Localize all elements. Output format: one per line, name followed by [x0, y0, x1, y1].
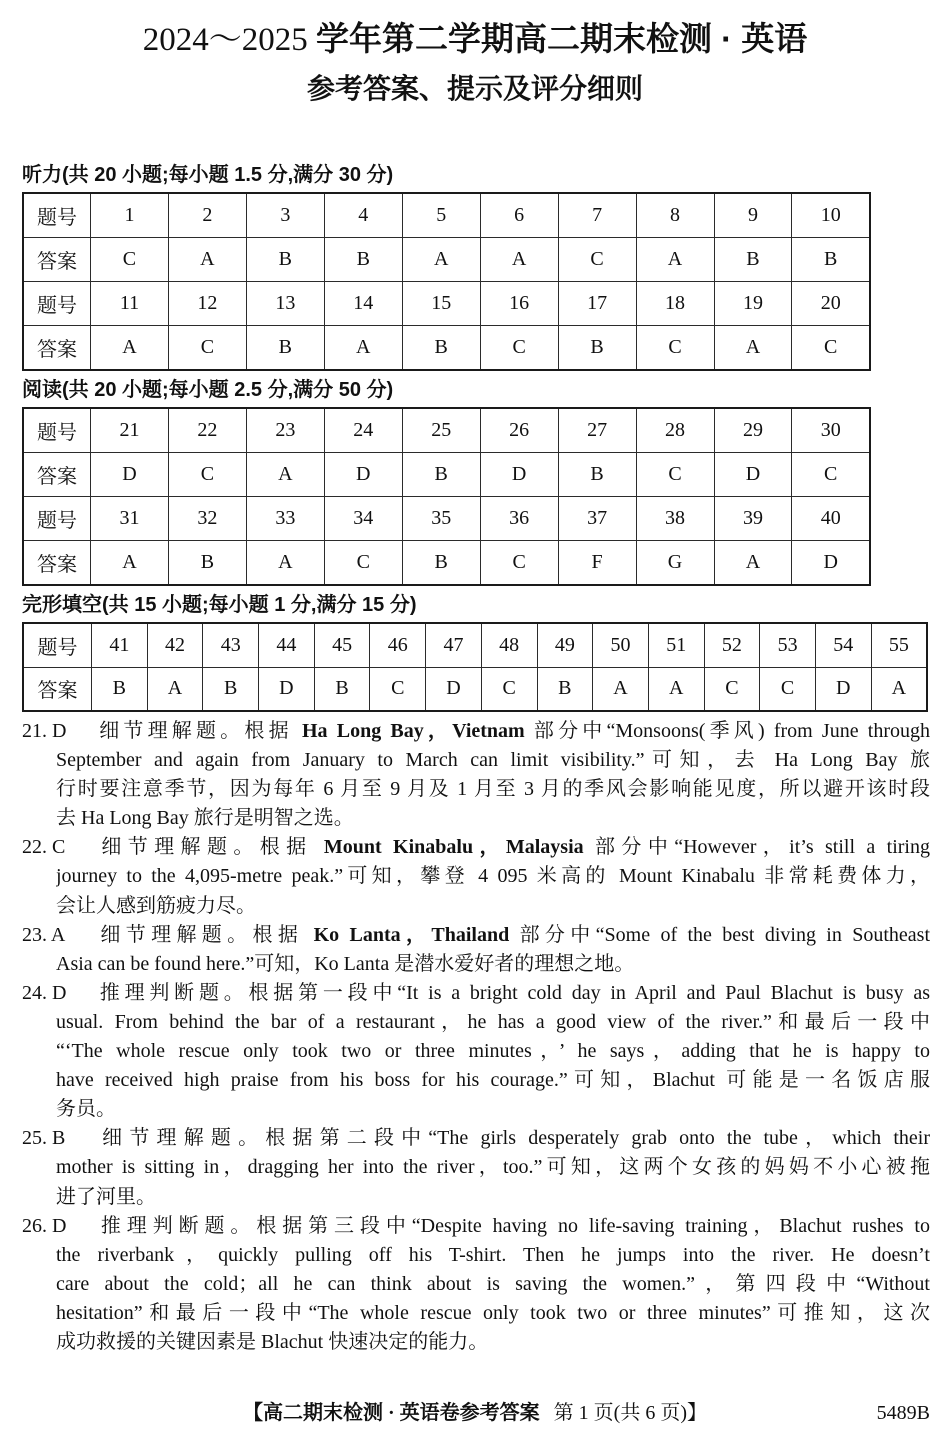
question-number-cell: 30	[792, 408, 870, 453]
answer-cell: B	[792, 238, 870, 282]
question-label	[22, 921, 95, 950]
answer-row	[23, 667, 927, 711]
explanation-item-26	[22, 1212, 930, 1357]
answer-row-label: 答案	[23, 453, 91, 497]
question-number-cell: 37	[558, 496, 636, 540]
question-number-cell: 53	[760, 623, 816, 667]
question-number-row-label: 题号	[23, 623, 92, 667]
explanation-line	[22, 1124, 930, 1153]
answer-cell: B	[537, 667, 593, 711]
answer-cell: B	[324, 238, 402, 282]
question-number-cell: 48	[481, 623, 537, 667]
question-number-cell: 27	[558, 408, 636, 453]
answer-cell: D	[324, 453, 402, 497]
question-number-cell: 24	[324, 408, 402, 453]
answer-row	[23, 238, 870, 282]
cloze-section-title: 完形填空(共 15 小题;每小题 1 分,满分 15 分)	[22, 594, 417, 616]
question-label	[22, 1124, 95, 1153]
question-number-cell: 35	[402, 496, 480, 540]
listening-answer-table	[22, 192, 871, 371]
question-number-cell: 41	[92, 623, 148, 667]
answer-row	[23, 325, 870, 370]
answer-row-label: 答案	[23, 238, 91, 282]
explanation-line: mother is sitting in，dragging her into the river，too.”可知，这两个女孩的妈妈不小心被拖	[56, 1156, 930, 1179]
question-number: 21.	[22, 720, 47, 742]
explanation-text: 部分中“However，it’s still a tiring	[583, 836, 930, 859]
title-year: 2024～2025	[142, 22, 308, 58]
question-number-cell: 6	[480, 193, 558, 238]
question-number-cell: 21	[91, 408, 169, 453]
explanation-line	[22, 833, 930, 862]
answer-cell: C	[636, 325, 714, 370]
question-number-cell: 26	[480, 408, 558, 453]
question-number-cell: 28	[636, 408, 714, 453]
answer-cell: B	[203, 667, 259, 711]
question-number-row	[23, 193, 870, 238]
question-number-row-label: 题号	[23, 496, 91, 540]
answer-cell: B	[714, 238, 792, 282]
answer-cell: C	[760, 667, 816, 711]
explanation-line: 会让人感到筋疲力尽。	[56, 894, 256, 917]
question-number-cell: 22	[168, 408, 246, 453]
question-number-cell: 9	[714, 193, 792, 238]
question-number-row-label: 题号	[23, 193, 91, 238]
question-number-cell: 54	[815, 623, 871, 667]
answer-cell: A	[714, 540, 792, 585]
question-answer: C	[52, 836, 66, 859]
explanation-text: 细节理解题。根据第二段中“The girls desperately grab onto the tube，which their	[95, 1127, 930, 1150]
question-number-cell: 50	[593, 623, 649, 667]
answer-cell: A	[324, 325, 402, 370]
answer-cell: B	[558, 325, 636, 370]
explanation-item-24	[22, 979, 930, 1124]
question-number-row	[23, 281, 870, 325]
answer-cell: D	[91, 453, 169, 497]
question-number-cell: 39	[714, 496, 792, 540]
question-number-cell: 52	[704, 623, 760, 667]
question-number-cell: 46	[370, 623, 426, 667]
answer-cell: D	[259, 667, 315, 711]
explanation-line: hesitation”和最后一段中“The whole rescue only took two or three minutes”可推知，这次	[56, 1301, 930, 1324]
explanation-item-21	[22, 717, 930, 833]
answer-cell: C	[792, 453, 870, 497]
answer-cell: G	[636, 540, 714, 585]
question-number-cell: 32	[168, 496, 246, 540]
answer-row-label: 答案	[23, 325, 91, 370]
question-number-row	[23, 408, 870, 453]
answer-cell: B	[402, 453, 480, 497]
answer-row-label: 答案	[23, 667, 92, 711]
explanation-line: journey to the 4,095-metre peak.”可知，攀登 4 095 米高的 Mount Kinabalu 非常耗费体力，	[56, 865, 930, 888]
explanation-line: “‘The whole rescue only took two or three minutes，’ he says，adding that he is happy to	[56, 1040, 930, 1063]
question-number-row-label: 题号	[23, 281, 91, 325]
explanation-line	[22, 717, 930, 746]
question-number-cell: 13	[246, 281, 324, 325]
answer-cell: C	[558, 238, 636, 282]
explanation-line: 务员。	[56, 1098, 116, 1121]
explanation-line	[22, 979, 930, 1008]
explanation-item-22	[22, 833, 930, 920]
explanation-line: care about the cold；all he can think about is saving the women.”，第四段中“Without	[56, 1272, 930, 1295]
answer-cell: D	[714, 453, 792, 497]
question-number-cell: 25	[402, 408, 480, 453]
reading-answer-table	[22, 407, 871, 586]
answer-cell: C	[480, 540, 558, 585]
answer-cell: C	[704, 667, 760, 711]
question-number-cell: 4	[324, 193, 402, 238]
passage-section-name: Mount Kinabalu，Malaysia	[323, 836, 584, 859]
footer-page-number: 第 1 页(共 6 页)】	[553, 1402, 707, 1424]
answer-cell: A	[168, 238, 246, 282]
question-number-cell: 11	[91, 281, 169, 325]
question-number-cell: 7	[558, 193, 636, 238]
answer-cell: C	[370, 667, 426, 711]
question-answer: A	[50, 923, 66, 946]
passage-section-name: Ha Long Bay，Vietnam	[301, 720, 525, 742]
answer-row-label: 答案	[23, 540, 91, 585]
explanation-line	[22, 1212, 930, 1241]
question-answer: D	[52, 981, 67, 1004]
answer-cell: C	[91, 238, 169, 282]
cloze-answer-table	[22, 622, 928, 712]
footer-label: 【高二期末检测 · 英语卷参考答案	[243, 1402, 540, 1424]
question-number-cell: 19	[714, 281, 792, 325]
explanation-text: 推理判断题。根据第三段中“Despite having no life-saving training，Blachut rushes to	[95, 1214, 930, 1237]
answer-cell: A	[246, 540, 324, 585]
question-number-cell: 47	[426, 623, 482, 667]
answer-cell: A	[480, 238, 558, 282]
answer-cell: C	[792, 325, 870, 370]
question-number-cell: 38	[636, 496, 714, 540]
answer-cell: B	[92, 667, 148, 711]
explanation-item-25	[22, 1124, 930, 1211]
answer-row	[23, 540, 870, 585]
question-label	[22, 717, 95, 746]
question-number-cell: 5	[402, 193, 480, 238]
question-number-cell: 16	[480, 281, 558, 325]
paper-code: 5489B	[876, 1402, 930, 1424]
question-answer: D	[52, 1214, 67, 1237]
question-number: 24.	[22, 981, 47, 1004]
answer-cell: B	[246, 325, 324, 370]
question-number-cell: 44	[259, 623, 315, 667]
question-number-row-label: 题号	[23, 408, 91, 453]
explanation-line: 去 Ha Long Bay 旅行是明智之选。	[56, 807, 354, 830]
answer-cell: A	[147, 667, 203, 711]
explanation-line: the riverbank，quickly pulling off his T-shirt. Then he jumps into the river. He doesn’t	[56, 1243, 930, 1266]
question-number: 26.	[22, 1214, 47, 1237]
explanation-line: have received high praise from his boss for his courage.”可知，Blachut 可能是一名饭店服	[56, 1069, 930, 1092]
explanation-text: 推理判断题。根据第一段中“It is a bright cold day in April and Paul Blachut is busy as	[95, 981, 930, 1004]
document-subtitle: 参考答案、提示及评分细则	[306, 73, 643, 104]
answer-cell: A	[91, 540, 169, 585]
question-number-cell: 2	[168, 193, 246, 238]
explanation-text: 细节理解题。根据	[95, 836, 324, 859]
answer-cell: B	[314, 667, 370, 711]
explanation-text: 细节理解题。根据	[95, 720, 302, 742]
explanation-line: 成功救援的关键因素是 Blachut 快速决定的能力。	[56, 1330, 489, 1353]
explanations	[22, 717, 930, 1357]
question-number-cell: 49	[537, 623, 593, 667]
answer-cell: C	[480, 325, 558, 370]
answer-cell: C	[324, 540, 402, 585]
answer-cell: A	[714, 325, 792, 370]
question-number-cell: 33	[246, 496, 324, 540]
answer-cell: D	[426, 667, 482, 711]
explanation-text: 细节理解题。根据	[95, 923, 314, 946]
explanation-line: 行时要注意季节，因为每年 6 月至 9 月及 1 月至 3 月的季风会影响能见度，所以避开该时段	[56, 778, 930, 801]
question-number-cell: 12	[168, 281, 246, 325]
answer-cell: C	[168, 325, 246, 370]
question-number-cell: 40	[792, 496, 870, 540]
question-number-cell: 34	[324, 496, 402, 540]
question-number-cell: 8	[636, 193, 714, 238]
question-label	[22, 833, 95, 862]
answer-cell: C	[636, 453, 714, 497]
answer-cell: B	[402, 540, 480, 585]
question-number-cell: 1	[91, 193, 169, 238]
question-answer: B	[52, 1127, 66, 1150]
question-number-cell: 51	[648, 623, 704, 667]
explanation-item-23	[22, 921, 930, 979]
question-number-cell: 45	[314, 623, 370, 667]
question-number-cell: 3	[246, 193, 324, 238]
question-number-cell: 55	[871, 623, 927, 667]
page-footer	[0, 1400, 950, 1426]
question-number-cell: 14	[324, 281, 402, 325]
explanation-text: 部分中“Some of the best diving in Southeast	[509, 923, 930, 946]
listening-section-title: 听力(共 20 小题;每小题 1.5 分,满分 30 分)	[22, 164, 394, 186]
answer-cell: A	[648, 667, 704, 711]
document-title	[0, 14, 950, 64]
question-answer: D	[52, 720, 67, 742]
question-number-cell: 18	[636, 281, 714, 325]
answer-cell: C	[168, 453, 246, 497]
question-number-cell: 15	[402, 281, 480, 325]
answer-cell: A	[246, 453, 324, 497]
passage-section-name: Ko Lanta，Thailand	[313, 923, 510, 946]
answer-cell: B	[558, 453, 636, 497]
answer-cell: C	[481, 667, 537, 711]
explanation-line: usual. From behind the bar of a restaurant，he has a good view of the river.”和最后一段中	[56, 1010, 930, 1033]
question-number-cell: 23	[246, 408, 324, 453]
answer-cell: B	[168, 540, 246, 585]
question-number-cell: 36	[480, 496, 558, 540]
answer-cell: A	[636, 238, 714, 282]
answer-cell: D	[815, 667, 871, 711]
answer-cell: A	[871, 667, 927, 711]
question-number-cell: 42	[147, 623, 203, 667]
explanation-text: 部分中“Monsoons(季风) from June through	[524, 720, 930, 742]
answer-cell: A	[402, 238, 480, 282]
question-label	[22, 1212, 95, 1241]
explanation-line	[22, 921, 930, 950]
title-main: 学年第二学期高二期末检测 · 英语	[315, 20, 808, 57]
question-number-cell: 43	[203, 623, 259, 667]
question-number-cell: 31	[91, 496, 169, 540]
answer-row	[23, 453, 870, 497]
question-number-row	[23, 623, 927, 667]
question-number-cell: 29	[714, 408, 792, 453]
answer-cell: D	[792, 540, 870, 585]
reading-section-title: 阅读(共 20 小题;每小题 2.5 分,满分 50 分)	[22, 379, 394, 401]
answer-cell: B	[402, 325, 480, 370]
question-number-cell: 20	[792, 281, 870, 325]
answer-cell: A	[91, 325, 169, 370]
answer-cell: B	[246, 238, 324, 282]
question-number-cell: 10	[792, 193, 870, 238]
question-number-cell: 17	[558, 281, 636, 325]
question-number: 25.	[22, 1127, 47, 1150]
question-label	[22, 979, 95, 1008]
answer-cell: D	[480, 453, 558, 497]
explanation-line: 进了河里。	[56, 1185, 156, 1208]
question-number: 22.	[22, 836, 47, 859]
explanation-line: Asia can be found here.”可知，Ko Lanta 是潜水爱好者的理想之地。	[56, 952, 635, 975]
answer-cell: F	[558, 540, 636, 585]
question-number-row	[23, 496, 870, 540]
answer-cell: A	[593, 667, 649, 711]
explanation-line: September and again from January to March can limit visibility.”可知，去 Ha Long Bay 旅	[56, 749, 930, 772]
question-number: 23.	[22, 923, 47, 946]
